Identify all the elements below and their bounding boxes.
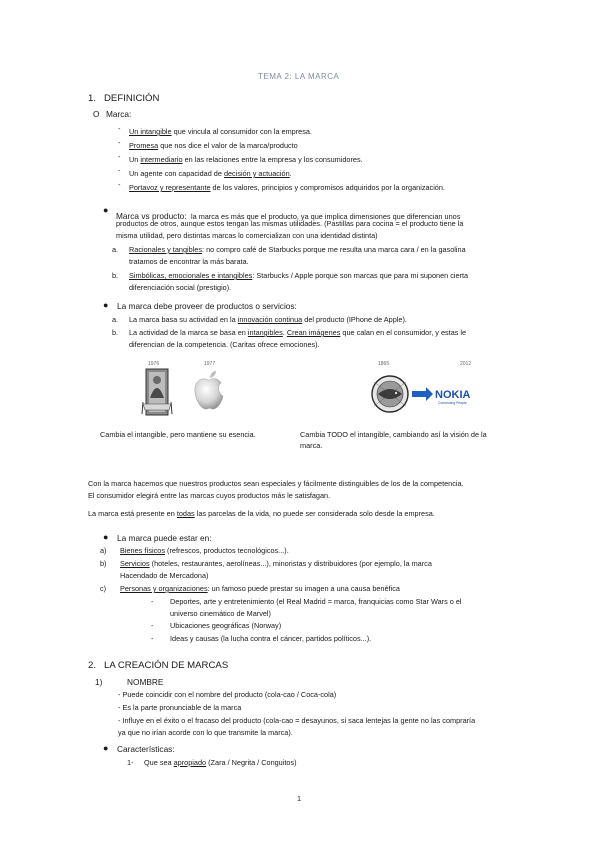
list-marker: c) (100, 584, 107, 593)
subsection-number: 1) (95, 677, 103, 687)
list-marker: b) (100, 559, 107, 568)
sub-list-marker: - (151, 597, 154, 606)
paragraph-line: La marca está presente en todas las parcelas de la vida, no puede ser considerada solo desde la empresa. (88, 509, 435, 518)
nokia-fish-emblem-icon (372, 376, 408, 412)
dash-marker: - (118, 138, 121, 147)
nokia-tagline: Connecting People (438, 401, 467, 405)
year-label: 1977 (204, 361, 216, 367)
name-list-item: - Influye en el éxito o el fracaso del producto (cola-cao = desayunos, si saca lentejas la gente no las compraría (118, 716, 476, 725)
list-marker: b. (112, 271, 119, 280)
list-item: Simbólicas, emocionales e intangibles: Starbucks / Apple porque son marcas que para mi suponen cierta (129, 271, 469, 280)
paragraph-line: misma utilidad, pero distintas marcas lo comercializan con una identidad distinta) (116, 231, 378, 240)
year-label: 1865 (378, 361, 390, 367)
dash-marker: - (118, 124, 121, 133)
characteristics-label: Características: (117, 744, 175, 754)
image-caption-right-continuation: marca. (300, 441, 323, 450)
sub-list-marker: - (151, 621, 154, 630)
bullet-dot: ● (103, 743, 109, 753)
name-list-item-continuation: ya que no irían acorde con lo que transmite la marca). (118, 728, 293, 737)
list-item-continuation: diferenciación social (prestigio). (129, 283, 232, 292)
bullet-dot: ● (103, 532, 109, 542)
list-item: Racionales y tangibles: no compro café de Starbucks porque me resulta una marca cara / en la gasolina (129, 245, 466, 254)
marca-vs-producto-line: Marca vs producto: la marca es más que el producto, ya que implica dimensiones que diferencian unos (116, 211, 461, 221)
list-item-continuation: diferencian de la competencia. (Caritas ofrece emociones). (129, 340, 320, 349)
arrow-right-icon (412, 387, 433, 401)
list-item: La marca basa su actividad en la innovación continua del producto (IPhone de Apple). (129, 315, 407, 324)
apple-icon (195, 371, 223, 409)
paragraph-line: Con la marca hacemos que nuestros productos sean especiales y fácilmente distinguibles de los de la competencia. (88, 479, 464, 488)
definition-item: Portavoz y representante de los valores, principios y compromisos adquiridos por la organización. (129, 183, 445, 192)
section-1-number: 1. (88, 93, 97, 104)
paragraph-line: El consumidor elegirá entre las marcas cuyos productos más le satisfagan. (88, 491, 331, 500)
list-item-continuation: tratamos de encontrar la más barata. (129, 257, 249, 266)
list-marker: b. (112, 328, 119, 337)
list-marker: a) (100, 546, 107, 555)
marca-marker: O (93, 109, 100, 119)
list-marker: 1- (127, 758, 134, 767)
dash-marker: - (118, 166, 121, 175)
definition-item: Un agente con capacidad de decisión y actuación. (129, 169, 292, 178)
page-number: 1 (297, 794, 302, 803)
year-label: 1976 (148, 361, 160, 367)
apple-logo-evolution-image (140, 358, 230, 420)
sub-list-marker: - (151, 634, 154, 643)
bullet-dot: ● (103, 205, 109, 215)
list-item: Bienes físicos (refrescos, productos tecnológicos...). (120, 546, 289, 555)
list-marker: a. (112, 315, 119, 324)
list-marker: a. (112, 245, 119, 254)
sub-list-item-continuation: universo cinemático de Marvel) (170, 609, 271, 618)
subsection-title: NOMBRE (127, 677, 164, 687)
image-caption-right: Cambia TODO el intangible, cambiando así la visión de la (300, 430, 487, 439)
definition-item: Un intermediario en las relaciones entre la empresa y los consumidores. (129, 155, 363, 164)
marca-label: Marca: (106, 109, 132, 119)
list-item: Servicios (hoteles, restaurantes, aerolíneas...), minoristas y distribuidores (por ejemplo, la marca (120, 559, 432, 568)
page-header: TEMA 2: LA MARCA (258, 72, 340, 81)
sub-list-item: Ubicaciones geográficas (Norway) (170, 621, 282, 630)
image-caption-left: Cambia el intangible, pero mantiene su esencia. (100, 430, 256, 439)
dash-marker: - (118, 152, 121, 161)
list-item: Personas y organizaciones: un famoso puede prestar su imagen a una causa benéfica (120, 584, 400, 593)
name-list-item: - Puede coincidir con el nombre del producto (cola-cao / Coca-cola) (118, 690, 337, 699)
year-label: 2012 (460, 361, 472, 367)
definition-item: Un intangible que vincula al consumidor con la empresa. (129, 127, 312, 136)
name-list-item: - Es la parte pronunciable de la marca (118, 703, 242, 712)
section-2-number: 2. (88, 660, 97, 671)
list-item-continuation: Hacendado de Mercadona) (120, 571, 209, 580)
nokia-logo-evolution-image (368, 358, 478, 420)
section-1-title: DEFINICIÓN (104, 93, 160, 104)
sub-list-item: Ideas y causas (la lucha contra el cáncer, partidos políticos...). (170, 634, 372, 643)
bullet-heading: La marca puede estar en: (117, 533, 212, 543)
definition-item: Promesa que nos dice el valor de la marca/producto (129, 141, 298, 150)
section-2-title: LA CREACIÓN DE MARCAS (104, 660, 229, 671)
sub-list-item: Deportes, arte y entretenimiento (el Real Madrid = marca, franquicias como Star Wars o el (170, 597, 462, 606)
nokia-logo-text: NOKIA (435, 389, 471, 401)
list-item: Que sea apropiado (Zara / Negrita / Conguitos) (144, 758, 297, 767)
dash-marker: - (118, 180, 121, 189)
paragraph-line: productos de otros, aunque estos tengan las mismas utilidades. (Pastillas para cocina = el producto tiene la (116, 219, 464, 228)
list-item: La actividad de la marca se basa en intangibles. Crean imágenes que calan en el consumidor, y estas le (129, 328, 467, 337)
bullet-dot: ● (103, 300, 109, 310)
newton-engraving-icon (142, 369, 172, 415)
bullet-heading: La marca debe proveer de productos o servicios: (117, 301, 297, 311)
